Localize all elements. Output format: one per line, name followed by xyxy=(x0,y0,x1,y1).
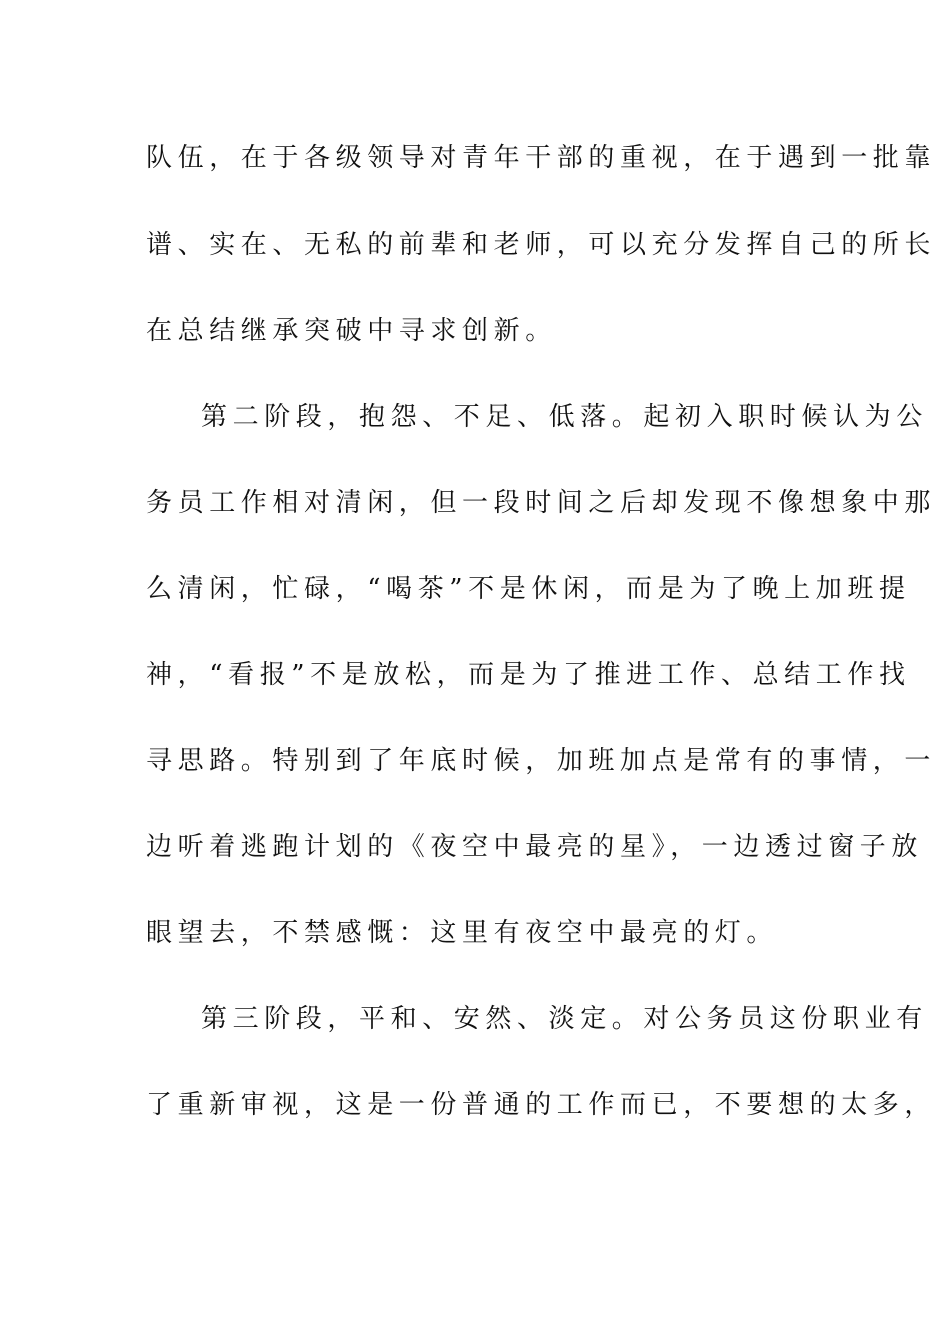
text-line-12: 了重新审视，这是一份普通的工作而已，不要想的太多， xyxy=(146,1090,937,1120)
text-line-2: 谱、实在、无私的前辈和老师，可以充分发挥自己的所长 xyxy=(146,230,937,260)
text-line-7: 神，“看报”不是放松，而是为了推进工作、总结工作找 xyxy=(146,660,911,690)
text-line-9: 边听着逃跑计划的《夜空中最亮的星》，一边透过窗子放 xyxy=(146,832,924,862)
text-line-3: 在总结继承突破中寻求创新。 xyxy=(146,316,557,346)
text-line-6: 么清闲，忙碌，“喝茶”不是休闲，而是为了晚上加班提 xyxy=(146,574,911,604)
text-line-1: 队伍，在于各级领导对青年干部的重视，在于遇到一批靠 xyxy=(146,143,937,173)
paragraph-stage-two-start: 第二阶段，抱怨、不足、低落。起初入职时候认为公 xyxy=(201,402,928,432)
text-line-10: 眼望去，不禁感慨：这里有夜空中最亮的灯。 xyxy=(146,918,779,948)
text-line-5: 务员工作相对清闲，但一段时间之后却发现不像想象中那 xyxy=(146,488,937,518)
text-line-8: 寻思路。特别到了年底时候，加班加点是常有的事情，一 xyxy=(146,746,937,776)
paragraph-stage-three-start: 第三阶段，平和、安然、淡定。对公务员这份职业有 xyxy=(201,1004,928,1034)
